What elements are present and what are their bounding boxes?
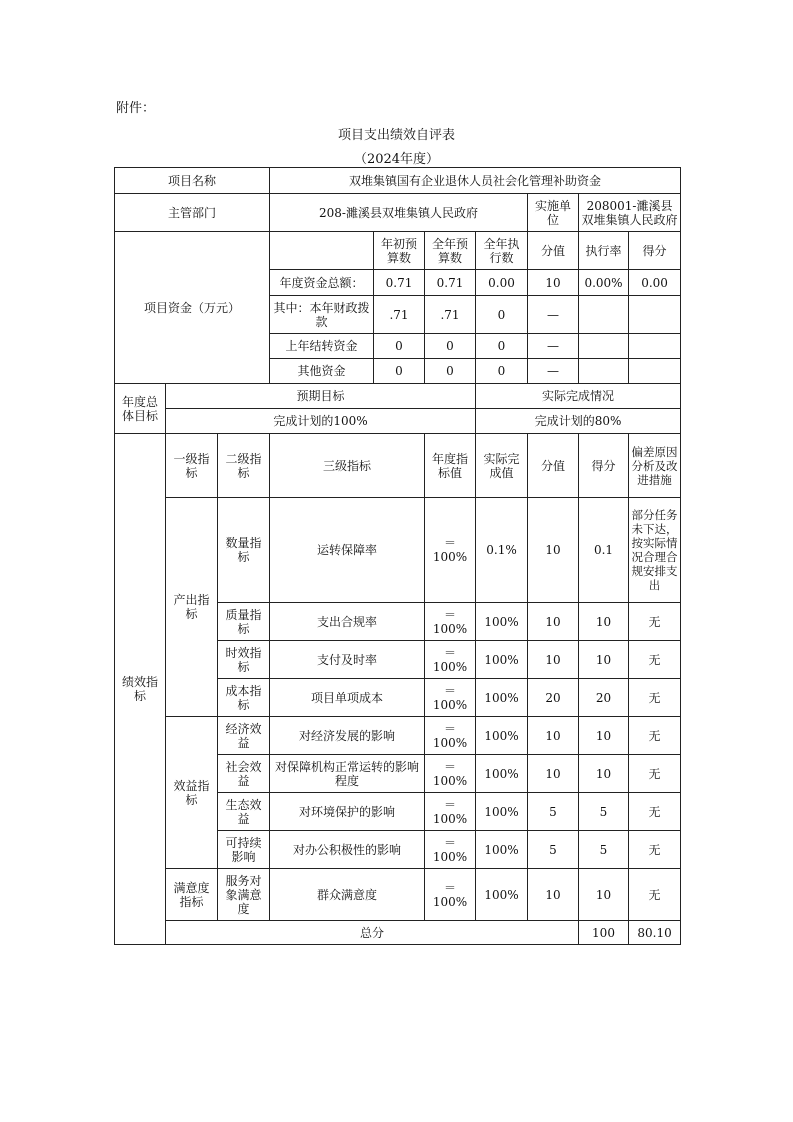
deviation-reason: 无 [629, 831, 681, 869]
funds-header-blank [270, 232, 374, 270]
funds-cell: 0 [425, 334, 476, 359]
level1-indicator: 满意度指标 [166, 869, 218, 921]
actual-goal-value: 完成计划的80% [476, 409, 681, 434]
target-value: ＝100% [425, 717, 476, 755]
attachment-label: 附件： [116, 101, 156, 116]
level2-indicator: 可持续影响 [218, 831, 270, 869]
level3-indicator: 对保障机构正常运转的影响程度 [270, 755, 425, 793]
evaluation-table [114, 167, 681, 945]
annual-goal-label: 年度总体目标 [115, 384, 166, 434]
funds-cell: 0 [476, 334, 528, 359]
perf-header: 得分 [579, 434, 629, 498]
actual-value: 0.1% [476, 498, 528, 603]
perf-header: 偏差原因分析及改进措施 [629, 434, 681, 498]
got-value: 20 [579, 679, 629, 717]
score-value: 5 [528, 831, 579, 869]
score-value: 5 [528, 793, 579, 831]
deviation-reason: 无 [629, 679, 681, 717]
funds-cell: 0.00 [629, 270, 681, 296]
funds-cell: .71 [425, 296, 476, 334]
target-value: ＝100% [425, 755, 476, 793]
total-score: 100 [579, 921, 629, 945]
target-value: ＝100% [425, 498, 476, 603]
level2-indicator: 质量指标 [218, 603, 270, 641]
actual-value: 100% [476, 679, 528, 717]
level3-indicator: 对环境保护的影响 [270, 793, 425, 831]
target-value: ＝100% [425, 869, 476, 921]
got-value: 10 [579, 869, 629, 921]
funds-cell [629, 296, 681, 334]
level2-indicator: 成本指标 [218, 679, 270, 717]
perf-header: 一级指标 [166, 434, 218, 498]
actual-value: 100% [476, 869, 528, 921]
funds-row-label: 年度资金总额： [270, 270, 374, 296]
funds-cell: 10 [528, 270, 579, 296]
level2-indicator: 社会效益 [218, 755, 270, 793]
dept-label: 主管部门 [115, 194, 270, 232]
funds-cell: — [528, 334, 579, 359]
expected-goal-value: 完成计划的100% [166, 409, 476, 434]
funds-header: 得分 [629, 232, 681, 270]
funds-header: 分值 [528, 232, 579, 270]
level1-indicator: 产出指标 [166, 498, 218, 717]
deviation-reason: 无 [629, 755, 681, 793]
level3-indicator: 支出合规率 [270, 603, 425, 641]
got-value: 10 [579, 755, 629, 793]
dept-value: 208-濉溪县双堆集镇人民政府 [270, 194, 528, 232]
actual-value: 100% [476, 793, 528, 831]
deviation-reason: 无 [629, 869, 681, 921]
got-value: 5 [579, 831, 629, 869]
score-value: 10 [528, 641, 579, 679]
project-name-label: 项目名称 [115, 168, 270, 194]
target-value: ＝100% [425, 793, 476, 831]
got-value: 10 [579, 641, 629, 679]
actual-value: 100% [476, 603, 528, 641]
level3-indicator: 对办公积极性的影响 [270, 831, 425, 869]
perf-header: 二级指标 [218, 434, 270, 498]
funds-cell [629, 359, 681, 384]
funds-header: 执行率 [579, 232, 629, 270]
level3-indicator: 对经济发展的影响 [270, 717, 425, 755]
deviation-reason: 部分任务未下达，按实际情况合理合规安排支出 [629, 498, 681, 603]
target-value: ＝100% [425, 603, 476, 641]
perf-header: 三级指标 [270, 434, 425, 498]
level3-indicator: 项目单项成本 [270, 679, 425, 717]
expected-goal-header: 预期目标 [166, 384, 476, 409]
funds-cell: 0.71 [425, 270, 476, 296]
level3-indicator: 支付及时率 [270, 641, 425, 679]
funds-cell: 0 [425, 359, 476, 384]
deviation-reason: 无 [629, 717, 681, 755]
target-value: ＝100% [425, 641, 476, 679]
perf-header: 年度指标值 [425, 434, 476, 498]
got-value: 5 [579, 793, 629, 831]
deviation-reason: 无 [629, 641, 681, 679]
actual-value: 100% [476, 831, 528, 869]
level2-indicator: 生态效益 [218, 793, 270, 831]
level3-indicator: 群众满意度 [270, 869, 425, 921]
got-value: 10 [579, 717, 629, 755]
unit-label: 实施单位 [528, 194, 579, 232]
got-value: 10 [579, 603, 629, 641]
funds-row-label: 上年结转资金 [270, 334, 374, 359]
total-label: 总分 [166, 921, 579, 945]
funds-label: 项目资金（万元） [115, 232, 270, 384]
funds-cell: — [528, 296, 579, 334]
funds-cell [629, 334, 681, 359]
deviation-reason: 无 [629, 603, 681, 641]
funds-row-label: 其他资金 [270, 359, 374, 384]
funds-cell: 0.71 [374, 270, 425, 296]
score-value: 10 [528, 498, 579, 603]
actual-value: 100% [476, 641, 528, 679]
funds-cell [579, 359, 629, 384]
score-value: 10 [528, 869, 579, 921]
total-got: 80.10 [629, 921, 681, 945]
funds-cell: 0.00% [579, 270, 629, 296]
performance-label: 绩效指标 [115, 434, 166, 945]
funds-header: 全年执行数 [476, 232, 528, 270]
level2-indicator: 服务对象满意度 [218, 869, 270, 921]
actual-value: 100% [476, 717, 528, 755]
perf-header: 分值 [528, 434, 579, 498]
unit-value: 208001-濉溪县双堆集镇人民政府 [579, 194, 681, 232]
funds-cell: 0 [476, 359, 528, 384]
funds-header: 年初预算数 [374, 232, 425, 270]
project-name-value: 双堆集镇国有企业退休人员社会化管理补助资金 [270, 168, 681, 194]
page-title: 项目支出绩效自评表 [337, 128, 455, 143]
funds-cell [579, 296, 629, 334]
funds-cell: 0 [374, 359, 425, 384]
funds-row-label: 其中：本年财政拨款 [270, 296, 374, 334]
got-value: 0.1 [579, 498, 629, 603]
level3-indicator: 运转保障率 [270, 498, 425, 603]
deviation-reason: 无 [629, 793, 681, 831]
score-value: 10 [528, 755, 579, 793]
target-value: ＝100% [425, 831, 476, 869]
funds-cell: 0 [374, 334, 425, 359]
funds-cell: 0.00 [476, 270, 528, 296]
funds-cell [579, 334, 629, 359]
score-value: 20 [528, 679, 579, 717]
score-value: 10 [528, 603, 579, 641]
funds-cell: .71 [374, 296, 425, 334]
year-subtitle: （2024年度） [353, 152, 440, 167]
funds-cell: — [528, 359, 579, 384]
level2-indicator: 经济效益 [218, 717, 270, 755]
target-value: ＝100% [425, 679, 476, 717]
level2-indicator: 数量指标 [218, 498, 270, 603]
actual-value: 100% [476, 755, 528, 793]
score-value: 10 [528, 717, 579, 755]
funds-header: 全年预算数 [425, 232, 476, 270]
funds-cell: 0 [476, 296, 528, 334]
level1-indicator: 效益指标 [166, 717, 218, 869]
perf-header: 实际完成值 [476, 434, 528, 498]
level2-indicator: 时效指标 [218, 641, 270, 679]
actual-goal-header: 实际完成情况 [476, 384, 681, 409]
